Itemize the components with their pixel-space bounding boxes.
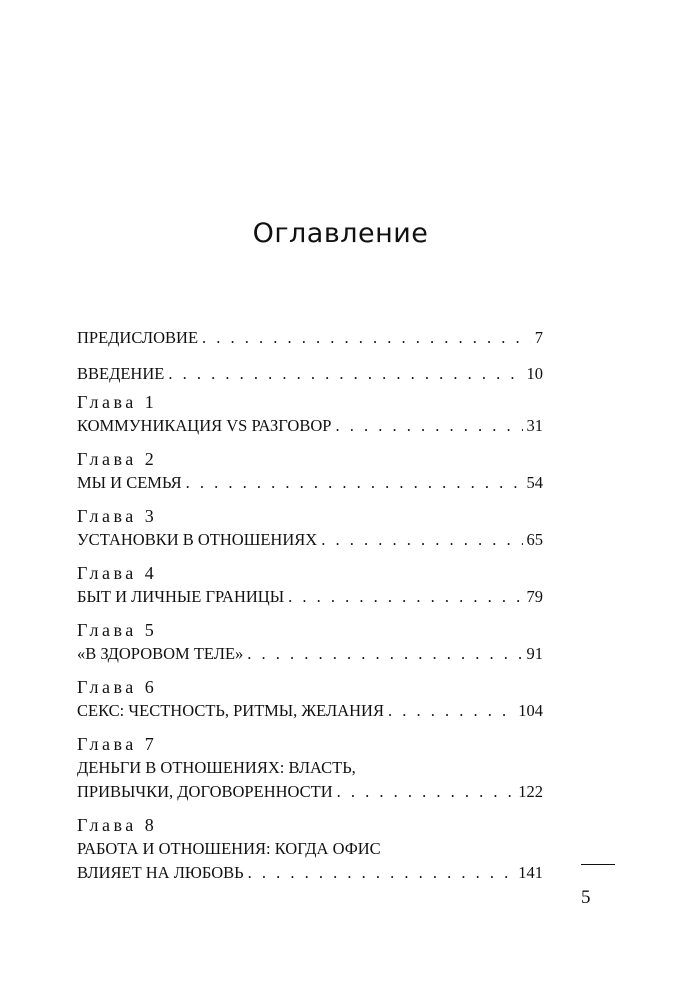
chapter-number: 5 xyxy=(144,620,154,640)
page-number: 5 xyxy=(581,887,591,908)
toc-page-number: 10 xyxy=(526,364,543,383)
toc-entry-label: ВЛИЯЕТ НА ЛЮБОВЬ xyxy=(77,863,244,882)
chapter-number: 2 xyxy=(144,449,154,469)
toc-page-number: 79 xyxy=(526,587,543,606)
chapter-label xyxy=(77,618,543,642)
toc-page-number: 31 xyxy=(526,416,543,435)
chapter-label xyxy=(77,447,543,471)
dot-leader xyxy=(288,585,522,609)
toc-page-number: 141 xyxy=(518,863,543,882)
toc-entry-label-line: ДЕНЬГИ В ОТНОШЕНИЯХ: ВЛАСТЬ, xyxy=(77,758,356,777)
toc-entry-chapter-1[interactable] xyxy=(77,414,543,438)
toc-entry-label: УСТАНОВКИ В ОТНОШЕНИЯХ xyxy=(77,530,318,549)
toc-entry-label: ПРЕДИСЛОВИЕ xyxy=(77,328,199,347)
chapter-label xyxy=(77,813,543,837)
dot-leader xyxy=(337,780,515,804)
toc-entry-chapter-6[interactable] xyxy=(77,699,543,723)
toc-entry-preface[interactable] xyxy=(77,326,543,350)
toc-page-number: 54 xyxy=(526,473,543,492)
chapter-word: Глава xyxy=(77,506,137,526)
chapter-number: 3 xyxy=(144,506,154,526)
toc-entry-chapter-2[interactable] xyxy=(77,471,543,495)
chapter-number: 6 xyxy=(144,677,154,697)
chapter-number: 8 xyxy=(144,815,154,835)
toc-entry-label: КОММУНИКАЦИЯ VS РАЗГОВОР xyxy=(77,416,332,435)
toc-page-number: 7 xyxy=(534,328,543,347)
footer-rule xyxy=(581,864,615,865)
dot-leader xyxy=(186,471,523,495)
chapter-word: Глава xyxy=(77,563,137,583)
dot-leader xyxy=(168,362,522,386)
chapter-word: Глава xyxy=(77,815,137,835)
toc-page-number: 91 xyxy=(526,644,543,663)
page-title: Оглавление xyxy=(252,218,429,249)
table-of-contents xyxy=(77,326,543,885)
toc-page-number: 122 xyxy=(518,782,543,801)
toc-entry-chapter-8[interactable] xyxy=(77,861,543,885)
toc-entry-label: ВВЕДЕНИЕ xyxy=(77,364,165,383)
chapter-word: Глава xyxy=(77,677,137,697)
dot-leader xyxy=(202,326,531,350)
dot-leader xyxy=(321,528,522,552)
toc-entry-label: МЫ И СЕМЬЯ xyxy=(77,473,182,492)
chapter-label xyxy=(77,390,543,414)
toc-entry-label: БЫТ И ЛИЧНЫЕ ГРАНИЦЫ xyxy=(77,587,285,606)
toc-entry-label: ПРИВЫЧКИ, ДОГОВОРЕННОСТИ xyxy=(77,782,333,801)
dot-leader xyxy=(248,861,515,885)
chapter-word: Глава xyxy=(77,449,137,469)
chapter-number: 1 xyxy=(144,392,154,412)
toc-entry-chapter-4[interactable] xyxy=(77,585,543,609)
toc-entry-intro[interactable] xyxy=(77,362,543,386)
chapter-label xyxy=(77,561,543,585)
dot-leader xyxy=(247,642,522,666)
toc-entry-label: «В ЗДОРОВОМ ТЕЛЕ» xyxy=(77,644,244,663)
toc-page-number: 104 xyxy=(518,701,543,720)
dot-leader xyxy=(388,699,514,723)
toc-entry-chapter-5[interactable] xyxy=(77,642,543,666)
toc-entry-chapter-3[interactable] xyxy=(77,528,543,552)
chapter-word: Глава xyxy=(77,734,137,754)
chapter-label xyxy=(77,504,543,528)
toc-entry-chapter-7[interactable] xyxy=(77,780,543,804)
toc-entry-label-line: РАБОТА И ОТНОШЕНИЯ: КОГДА ОФИС xyxy=(77,839,381,858)
chapter-word: Глава xyxy=(77,620,137,640)
chapter-word: Глава xyxy=(77,392,137,412)
chapter-label xyxy=(77,675,543,699)
dot-leader xyxy=(335,414,522,438)
chapter-label xyxy=(77,732,543,756)
toc-page-number: 65 xyxy=(526,530,543,549)
toc-entry-label: СЕКС: ЧЕСТНОСТЬ, РИТМЫ, ЖЕЛАНИЯ xyxy=(77,701,384,720)
chapter-number: 7 xyxy=(144,734,154,754)
chapter-number: 4 xyxy=(144,563,154,583)
